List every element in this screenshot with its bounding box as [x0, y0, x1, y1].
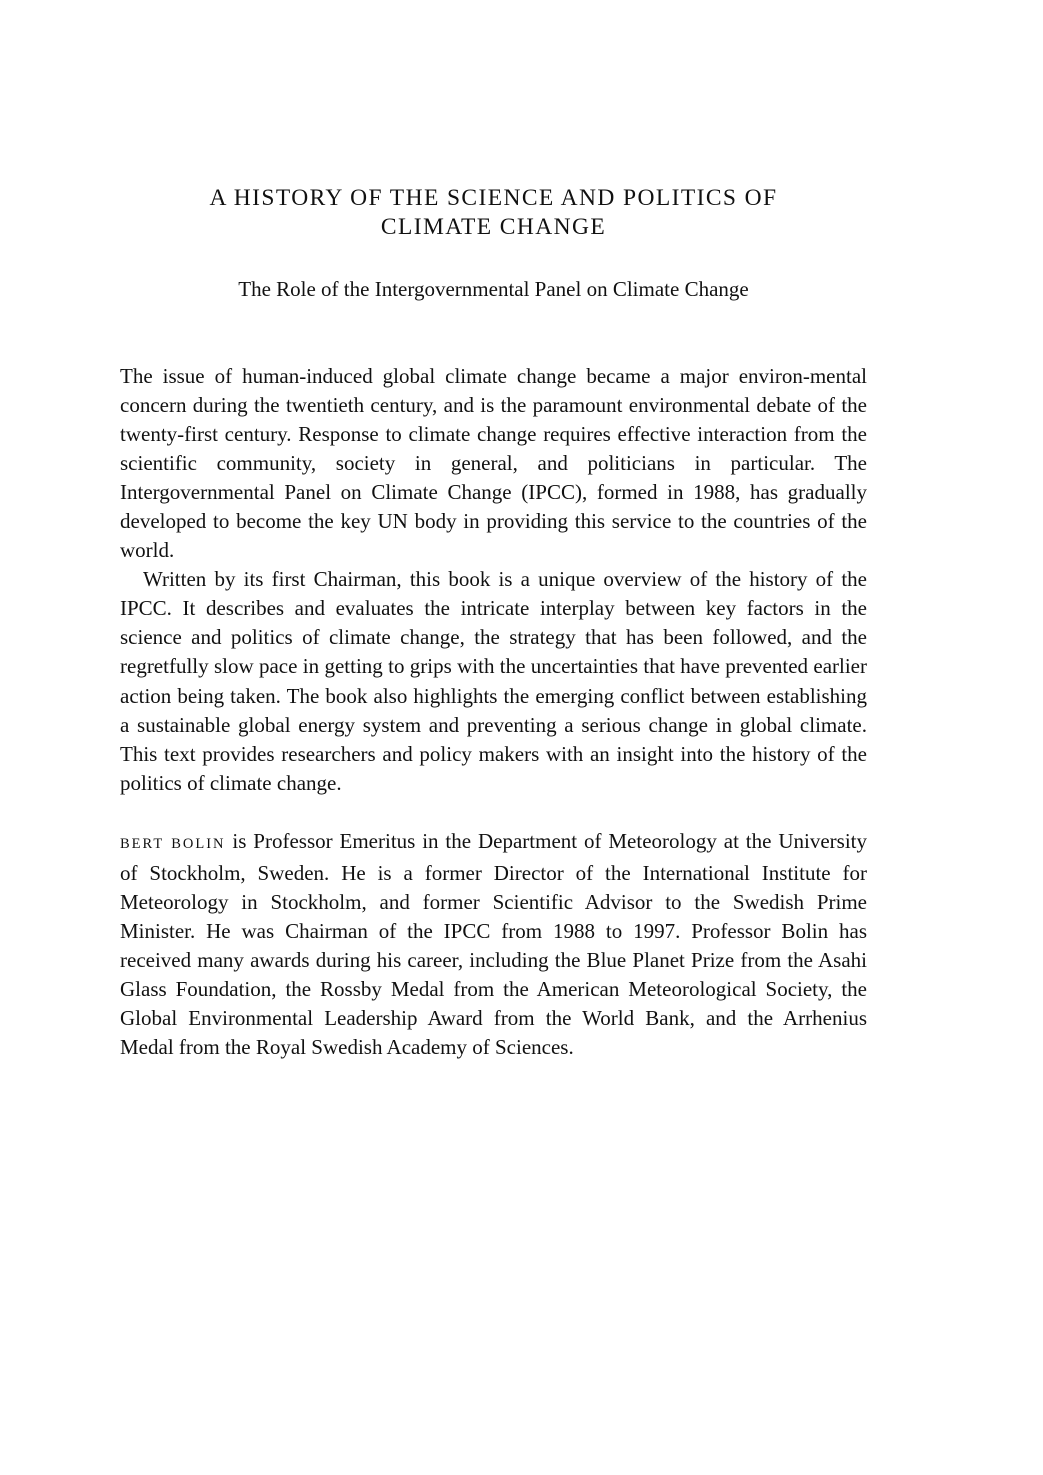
description-paragraph-1: The issue of human-induced global climate change became a major environ-mental concern during the twentieth century, and is the paramount environmental debate of the twenty-first century. Response to climate change requires effective interaction from the scientific community, society in general, and politicians in particular. The Intergovernmental Panel on Climate Change (IPCC), formed in 1988, has gradually developed to become the key UN body in providing this service to the countries of the world.: [120, 364, 867, 563]
description-paragraph-2: Written by its first Chairman, this book is a unique overview of the history of the IPCC. It describes and evaluates the intricate interplay between key factors in the science and politics of climate change, the strategy that has been followed, and the regretfully slow pace in getting to grips with the uncertainties that have prevented earlier action being taken. The book also highlights the emerging conflict between establishing a sustainable global energy system and preventing a serious change in global climate. This text provides researchers and policy makers with an insight into the history of the politics of climate change.: [120, 567, 867, 795]
book-subtitle: The Role of the Intergovernmental Panel on Climate Change: [238, 277, 749, 301]
book-title-line-1: A HISTORY OF THE SCIENCE AND POLITICS OF: [209, 185, 778, 211]
author-bio-text: is Professor Emeritus in the Department of Meteorology at the University of Stockholm, Sweden. He is a former Director of the International Institute for Meteorology in Stockholm, and former Scientific Advisor to the Swedish Prime Minister. He was Chairman of the IPCC from 1988 to 1997. Professor Bolin has received many awards during his career, including the Blue Planet Prize from the Asahi Glass Foundation, the Rossby Medal from the American Meteorological Society, the Global Environmental Leadership Award from the World Bank, and the Arrhenius Medal from the Royal Swedish Academy of Sciences.: [120, 829, 867, 1060]
author-name: BERT BOLIN: [120, 836, 226, 852]
author-bio: [120, 827, 867, 1062]
book-title: [120, 184, 867, 242]
author-bio-paragraph: [120, 827, 867, 1062]
book-title-line-2: CLIMATE CHANGE: [380, 214, 607, 240]
book-description: [120, 362, 867, 798]
